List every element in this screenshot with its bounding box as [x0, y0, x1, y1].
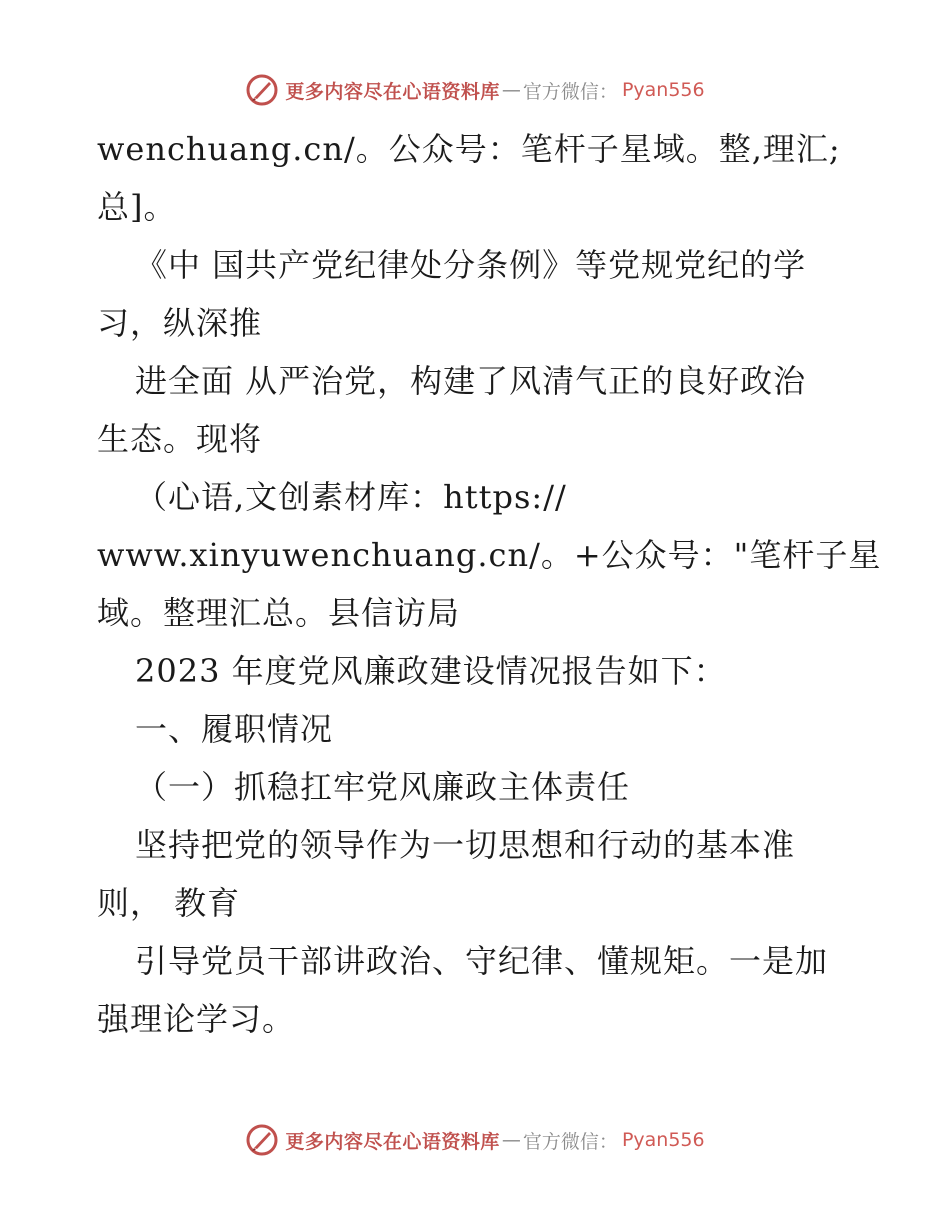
subsection-heading: （一）抓稳扛牢党风廉政主体责任 — [135, 768, 631, 806]
quill-pen-logo-icon — [245, 1123, 279, 1157]
text-line: 进全面 从严治党，构建了风清气正的良好政治 — [135, 362, 807, 400]
footer-banner — [0, 1120, 950, 1160]
text-line: 坚持把党的领导作为一切思想和行动的基本准 — [135, 826, 796, 864]
banner-wechat-label: 官方微信： — [522, 1130, 618, 1153]
text-line: 《中 国共产党纪律处分条例》等党规党纪的学 — [135, 246, 807, 284]
text-line: 2023 年度党风廉政建设情况报告如下： — [135, 652, 727, 690]
banner-separator: — — [501, 79, 521, 101]
banner-wechat-id: Pyan556 — [621, 1129, 705, 1151]
header-banner — [0, 70, 950, 110]
text-line: 引导党员干部讲政治、守纪律、懂规矩。一是加 — [135, 942, 829, 980]
text-line: wenchuang.cn/。公众号：笔杆子星域。整,理汇; — [97, 130, 841, 168]
banner-text: 更多内容尽在心语资料库 — [285, 80, 500, 103]
text-line: 生态。现将 — [97, 420, 263, 458]
text-line: 总]。 — [97, 188, 177, 226]
document-body — [97, 120, 882, 1048]
banner-wechat-id: Pyan556 — [621, 79, 705, 101]
text-line: 习，纵深推 — [97, 304, 263, 342]
text-line: 域。整理汇总。县信访局 — [97, 594, 461, 632]
text-line: 则， 教育 — [97, 884, 241, 922]
text-line: （心语,文创素材库：https:// — [135, 478, 567, 516]
text-line: www.xinyuwenchuang.cn/。+公众号："笔杆子星 — [97, 536, 882, 574]
banner-separator: — — [501, 1129, 521, 1151]
banner-text: 更多内容尽在心语资料库 — [285, 1130, 500, 1153]
banner-wechat-label: 官方微信： — [522, 80, 618, 103]
section-heading: 一、履职情况 — [135, 710, 334, 748]
quill-pen-logo-icon — [245, 73, 279, 107]
text-line: 强理论学习。 — [97, 1000, 296, 1038]
